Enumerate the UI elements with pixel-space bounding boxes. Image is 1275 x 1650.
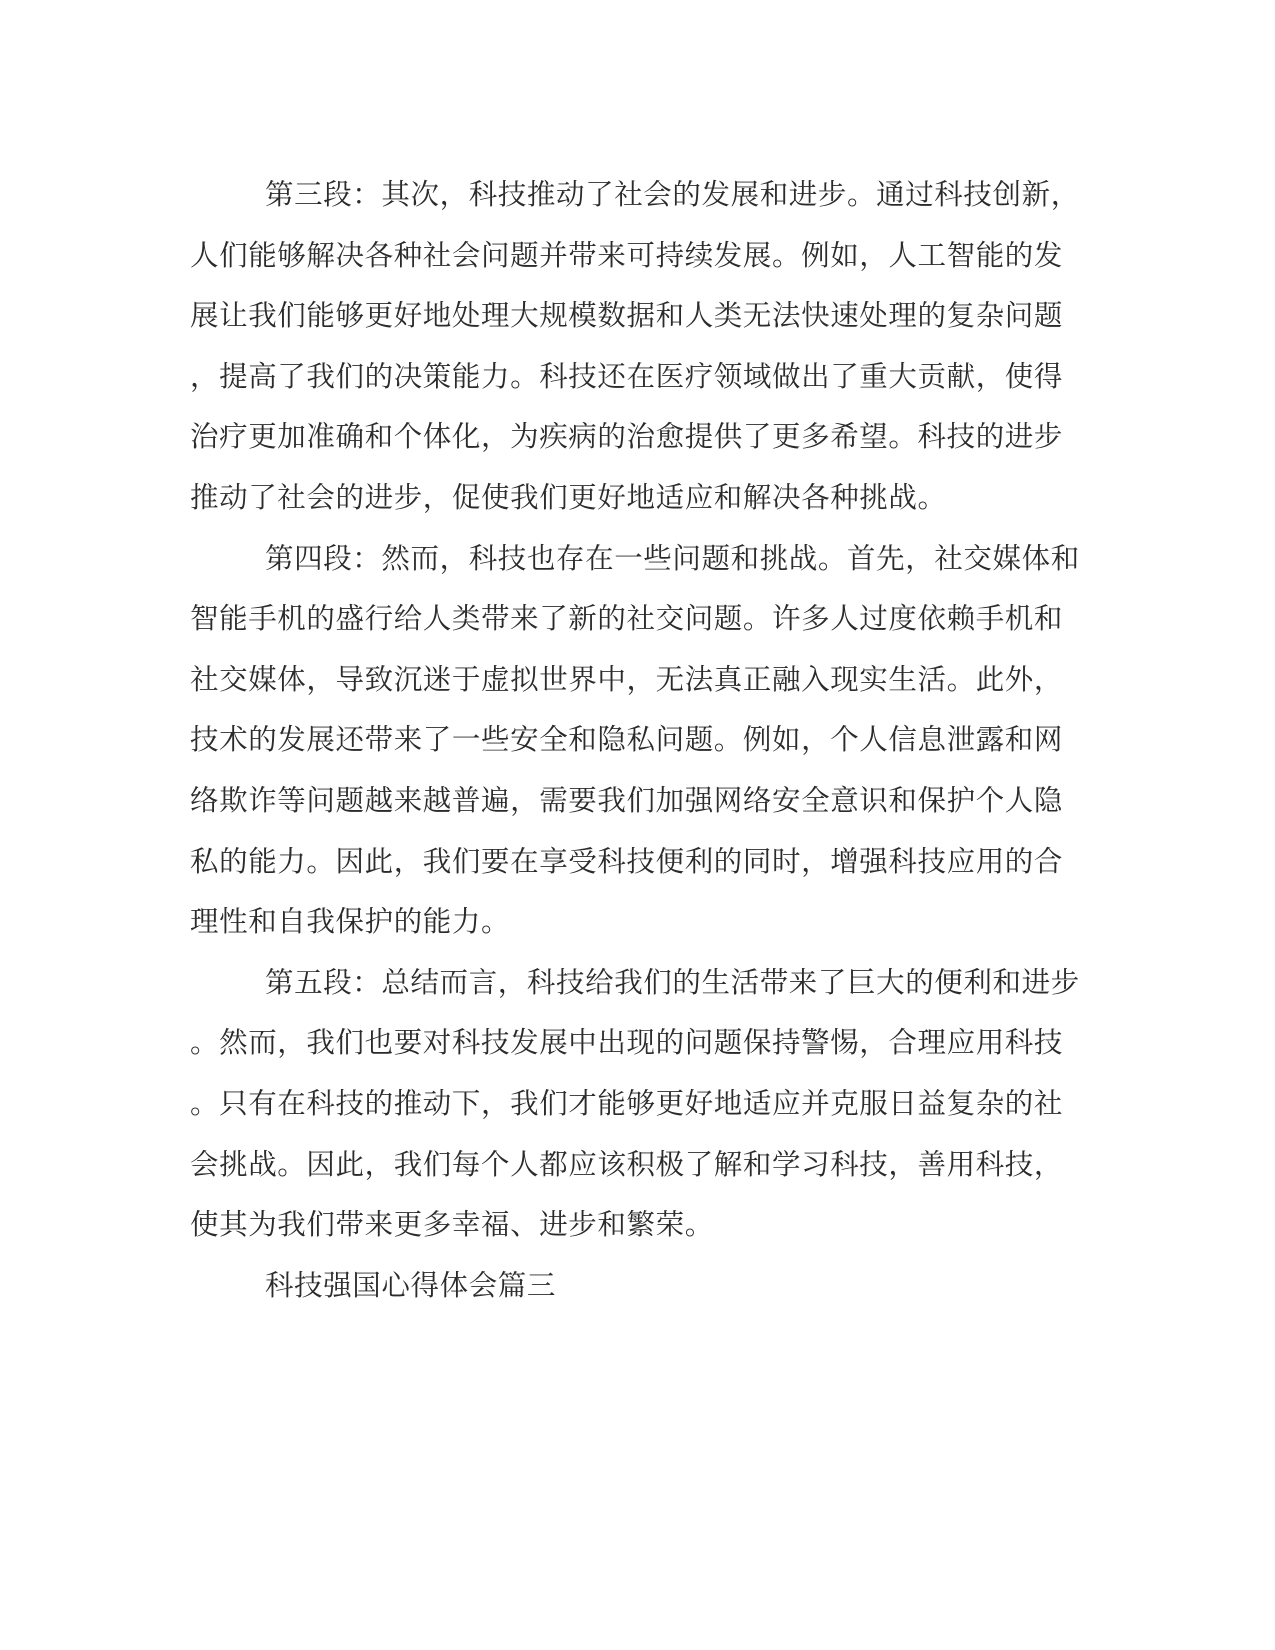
paragraph-line: 技术的发展还带来了一些安全和隐私问题。例如，个人信息泄露和网 <box>190 723 1064 757</box>
paragraph-line: 推动了社会的进步，促使我们更好地适应和解决各种挑战。 <box>190 480 947 514</box>
paragraph-line: 理性和自我保护的能力。 <box>190 905 511 939</box>
paragraph-line: 。然而，我们也要对科技发展中出现的问题保持警惕，合理应用科技 <box>190 1026 1064 1060</box>
paragraph-3 <box>190 165 1080 529</box>
section-heading: 科技强国心得体会篇三 <box>265 1268 557 1302</box>
paragraph-line: 第五段：总结而言，科技给我们的生活带来了巨大的便利和进步 <box>265 965 1080 999</box>
paragraph-4 <box>190 529 1080 953</box>
paragraph-line: 治疗更加准确和个体化，为疾病的治愈提供了更多希望。科技的进步 <box>190 420 1064 454</box>
paragraph-line: ，提高了我们的决策能力。科技还在医疗领域做出了重大贡献，使得 <box>190 359 1064 393</box>
paragraph-line: 人们能够解决各种社会问题并带来可持续发展。例如，人工智能的发 <box>190 238 1064 272</box>
paragraph-line: 。只有在科技的推动下，我们才能够更好地适应并克服日益复杂的社 <box>190 1086 1064 1120</box>
section-heading-block <box>190 1256 1070 1317</box>
paragraph-line: 络欺诈等问题越来越普遍，需要我们加强网络安全意识和保护个人隐 <box>190 783 1064 817</box>
paragraph-line: 第四段：然而，科技也存在一些问题和挑战。首先，社交媒体和 <box>265 541 1080 575</box>
paragraph-line: 智能手机的盛行给人类带来了新的社交问题。许多人过度依赖手机和 <box>190 602 1064 636</box>
paragraph-line: 社交媒体，导致沉迷于虚拟世界中，无法真正融入现实生活。此外， <box>190 662 1064 696</box>
paragraph-line: 展让我们能够更好地处理大规模数据和人类无法快速处理的复杂问题 <box>190 299 1064 333</box>
paragraph-line: 第三段：其次，科技推动了社会的发展和进步。通过科技创新， <box>265 178 1080 211</box>
paragraph-5 <box>190 953 1080 1256</box>
paragraph-line: 会挑战。因此，我们每个人都应该积极了解和学习科技，善用科技， <box>190 1147 1064 1181</box>
document-body <box>190 165 1080 1316</box>
paragraph-line: 使其为我们带来更多幸福、进步和繁荣。 <box>190 1208 714 1242</box>
paragraph-line: 私的能力。因此，我们要在享受科技便利的同时，增强科技应用的合 <box>190 844 1064 878</box>
